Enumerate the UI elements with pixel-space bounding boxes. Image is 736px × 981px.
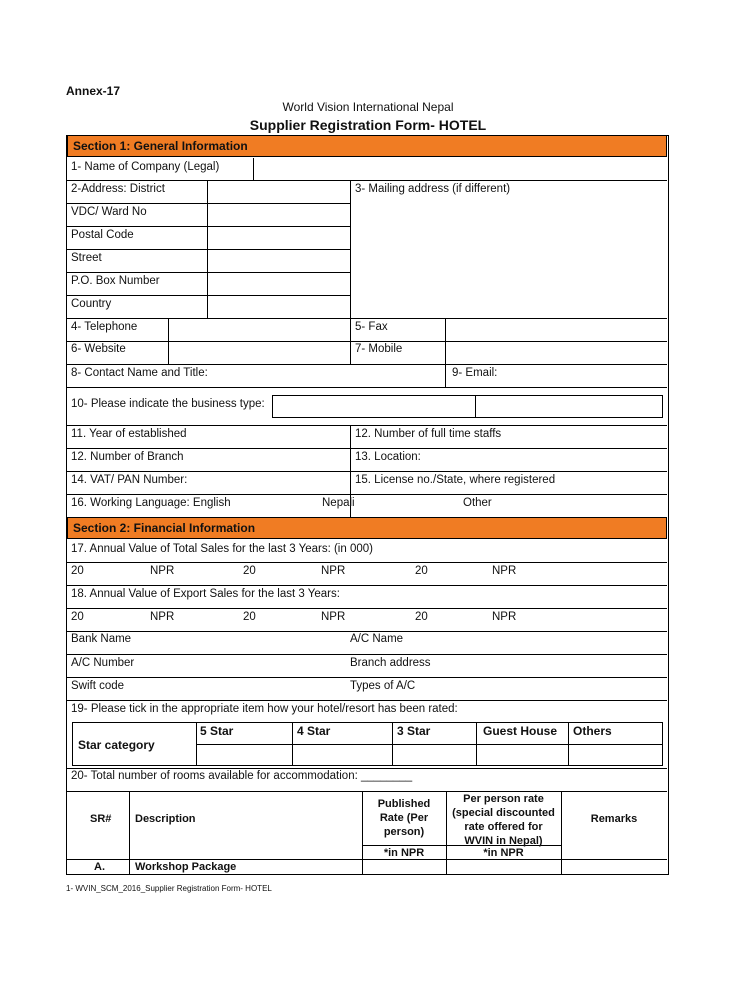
location-label: 13. Location: <box>355 451 421 463</box>
published-rate-header-1: Published <box>377 798 431 810</box>
export-currency-3: NPR <box>492 611 517 623</box>
section1-header <box>67 135 667 157</box>
ac-name-label: A/C Name <box>350 633 404 645</box>
total-sales-label: 17. Annual Value of Total Sales for the last 3 Years: (in 000) <box>71 543 373 555</box>
bank-name-label: Bank Name <box>71 633 132 645</box>
sales-currency-2: NPR <box>321 565 346 577</box>
sales-currency-1: NPR <box>150 565 175 577</box>
year-established-label: 11. Year of established <box>71 428 187 440</box>
mobile-label: 7- Mobile <box>355 343 403 355</box>
export-currency-2: NPR <box>321 611 346 623</box>
export-sales-label: 18. Annual Value of Export Sales for the last 3 Years: <box>71 588 340 600</box>
rating-3-star[interactable]: 3 Star <box>397 724 431 738</box>
per-person-header-4: WVIN in Nepal) <box>464 835 543 847</box>
section2-header <box>67 517 667 539</box>
telephone-label: 4- Telephone <box>71 321 138 333</box>
rating-guest-house[interactable]: Guest House <box>483 724 558 738</box>
swift-code-label: Swift code <box>71 680 125 692</box>
organization-name: World Vision International Nepal <box>282 100 454 114</box>
per-person-header-1: Per person rate <box>463 793 544 805</box>
ac-number-label: A/C Number <box>71 657 135 669</box>
form-title: Supplier Registration Form- HOTEL <box>249 117 487 133</box>
vat-pan-label: 14. VAT/ PAN Number: <box>71 474 188 486</box>
per-person-currency: *in NPR <box>483 847 524 859</box>
company-name-label: 1- Name of Company (Legal) <box>71 161 220 173</box>
export-year-3: 20 <box>415 611 428 623</box>
annex-label: Annex-17 <box>66 84 121 98</box>
address-district-label: 2-Address: District <box>71 183 165 195</box>
published-rate-header-2: Rate (Per <box>379 812 429 824</box>
street-label: Street <box>71 252 102 264</box>
section1-title: Section 1: General Information <box>73 139 248 153</box>
export-year-1: 20 <box>71 611 84 623</box>
row-a-sr: A. <box>94 861 105 873</box>
rooms-count-label: 20- Total number of rooms available for accommodation: ________ <box>71 770 413 782</box>
postal-code-label: Postal Code <box>71 229 134 241</box>
language-nepali-option[interactable]: Nepali <box>322 497 355 509</box>
star-category-label: Star category <box>78 738 155 752</box>
per-person-header-3: rate offered for <box>464 821 543 833</box>
language-other-option[interactable]: Other <box>463 497 492 509</box>
country-label: Country <box>71 298 112 310</box>
vdc-ward-label: VDC/ Ward No <box>71 206 147 218</box>
branch-count-label: 12. Number of Branch <box>71 451 184 463</box>
published-rate-header-3: person) <box>383 826 425 838</box>
sales-year-3: 20 <box>415 565 428 577</box>
row-a-description: Workshop Package <box>135 861 237 873</box>
fax-label: 5- Fax <box>355 321 388 333</box>
description-header: Description <box>135 813 196 825</box>
business-type-label: 10- Please indicate the business type: <box>71 398 265 410</box>
contact-name-label: 8- Contact Name and Title: <box>71 367 208 379</box>
export-year-2: 20 <box>243 611 256 623</box>
export-currency-1: NPR <box>150 611 175 623</box>
rating-question: 19- Please tick in the appropriate item how your hotel/resort has been rated: <box>71 703 458 715</box>
sales-year-1: 20 <box>71 565 84 577</box>
staffs-label: 12. Number of full time staffs <box>355 428 502 440</box>
rating-4-star[interactable]: 4 Star <box>297 724 331 738</box>
license-label: 15. License no./State, where registered <box>355 474 556 486</box>
branch-address-label: Branch address <box>350 657 431 669</box>
per-person-header-2: (special discounted <box>452 807 555 819</box>
ac-types-label: Types of A/C <box>350 680 416 692</box>
working-language-label: 16. Working Language: English <box>71 497 231 509</box>
email-label: 9- Email: <box>452 367 498 379</box>
footer-text: 1- WVIN_SCM_2016_Supplier Registration Form- HOTEL <box>66 884 272 893</box>
sales-currency-3: NPR <box>492 565 517 577</box>
section2-title: Section 2: Financial Information <box>73 521 256 535</box>
rating-5-star[interactable]: 5 Star <box>200 724 234 738</box>
po-box-label: P.O. Box Number <box>71 275 160 287</box>
rating-others[interactable]: Others <box>573 724 612 738</box>
remarks-header: Remarks <box>590 813 638 825</box>
sr-header: SR# <box>90 813 112 825</box>
business-type-field[interactable] <box>272 395 663 418</box>
website-label: 6- Website <box>71 343 126 355</box>
sales-year-2: 20 <box>243 565 256 577</box>
published-currency: *in NPR <box>383 847 425 859</box>
mailing-address-label: 3- Mailing address (if different) <box>355 183 511 195</box>
